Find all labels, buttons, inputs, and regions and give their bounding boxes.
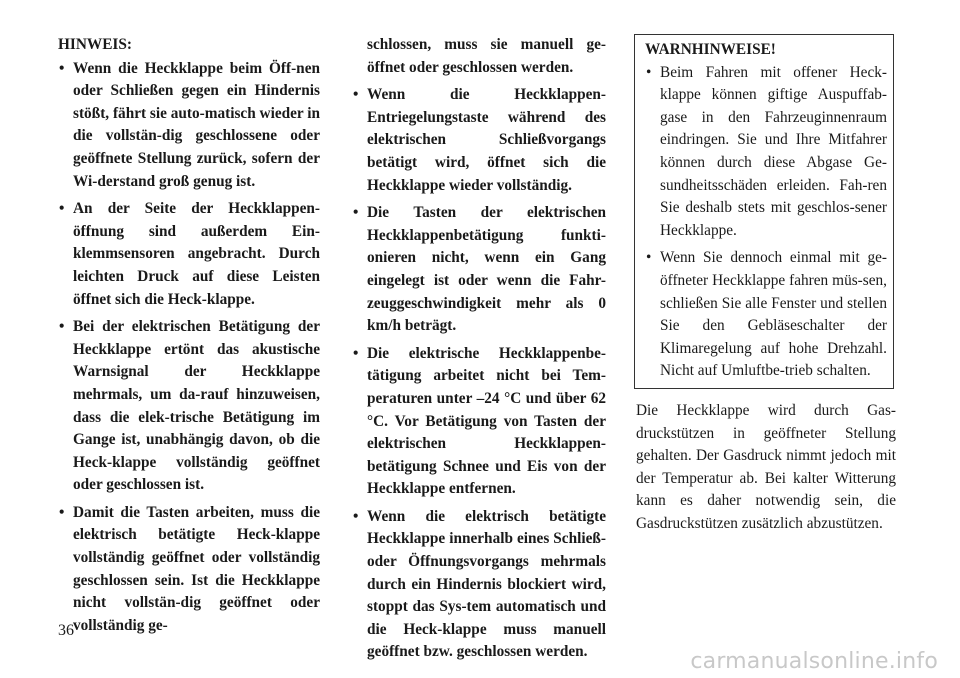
list-item-text: An der Seite der Heckklappen-öffnung sind außerdem Ein-klemmsensoren angebracht. Durch leichten Druck auf diese Leisten öffnet sich die Heck-klappe. <box>73 200 320 308</box>
column-2 <box>352 34 606 664</box>
list-item <box>58 502 320 638</box>
column-3 <box>636 34 896 551</box>
bullet-icon: • <box>353 507 359 525</box>
column-1 <box>58 34 320 637</box>
list-item-text: Wenn die elektrisch betätigte Heckklappe innerhalb eines Schließ- oder Öffnungsvorgangs mehrmals durch ein Hindernis blockiert wird, stoppt das Sys-tem automatisch und die Heck-klappe muss manuell geöffnet bzw. geschlossen werden. <box>367 507 606 661</box>
bullet-icon: • <box>353 344 359 362</box>
list-item-text: Die elektrische Heckklappenbe-tätigung arbeitet nicht bei Tem-peraturen unter –24 °C und über 62 °C. Vor Betätigung von Tasten der elektrischen Heckklappen-betätigung Schnee und Eis von der Heckklappe entfernen. <box>367 344 606 498</box>
list-item-text: Wenn Sie dennoch einmal mit ge-öffneter Heckklappe fahren müs-sen, schließen Sie alle Fenster und stellen Sie den Gebläseschalter der Klimaregelung auf hohe Drehzahl. Nicht auf Umluftbe-trieb schalten. <box>660 249 887 380</box>
bullet-icon: • <box>646 63 652 81</box>
warning-list <box>645 62 887 383</box>
list-item-text: Wenn die Heckklappe beim Öff-nen oder Schließen gegen ein Hindernis stößt, fährt sie auto-matisch wieder in die vollstän-dig geschlossene oder geöffnete Stellung zurück, sofern der Wi-derstand groß genug ist. <box>73 59 320 190</box>
bullet-icon: • <box>646 249 652 267</box>
list-item <box>58 58 320 194</box>
list-item <box>58 198 320 311</box>
bullet-icon: • <box>353 86 359 104</box>
page-number: 36 <box>58 622 74 639</box>
note-list-continued <box>352 34 606 664</box>
warning-title: WARNHINWEISE! <box>645 41 776 58</box>
warning-box <box>634 34 894 389</box>
list-item <box>58 316 320 497</box>
list-item-text: Beim Fahren mit offener Heck-klappe können giftige Auspuffab-gase in den Fahrzeuginnenraum eindringen. Sie und Ihre Mitfahrer können durch diese Abgase Ge-sundheitsschäden erleiden. Fah-ren Sie deshalb stets mit geschlos-sener Heckklappe. <box>660 63 887 239</box>
bullet-icon: • <box>59 318 65 336</box>
list-item <box>645 62 887 243</box>
list-item <box>352 506 606 664</box>
list-item-text: schlossen, muss sie manuell ge-öffnet oder geschlossen werden. <box>367 36 606 76</box>
list-item-text: Wenn die Heckklappen-Entriegelungstaste während des elektrischen Schließvorgangs betätigt wird, öffnet sich die Heckklappe wieder vollständig. <box>367 86 606 194</box>
list-item-continuation <box>352 34 606 79</box>
watermark: carmanualsonline.info <box>690 649 938 674</box>
note-list <box>58 58 320 638</box>
bullet-icon: • <box>59 59 65 77</box>
list-item <box>645 247 887 383</box>
list-item <box>352 343 606 501</box>
note-heading: HINWEIS: <box>58 36 132 53</box>
list-item-text: Die Tasten der elektrischen Heckklappenbetätigung funkti-onieren nicht, wenn ein Gang eingelegt ist oder wenn die Fahr-zeuggeschwindigkeit mehr als 0 km/h beträgt. <box>367 204 606 335</box>
list-item-text: Damit die Tasten arbeiten, muss die elektrisch betätigte Heck-klappe vollständig geöffnet oder vollständig geschlossen sein. Ist die Heckklappe nicht vollstän-dig geöffnet oder vollständig ge- <box>73 503 320 634</box>
list-item <box>352 84 606 197</box>
bullet-icon: • <box>59 503 65 521</box>
bullet-icon: • <box>59 200 65 218</box>
list-item <box>352 202 606 338</box>
gas-strut-paragraph: Die Heckklappe wird durch Gas-druckstützen in geöffneter Stellung gehalten. Der Gasdruck nimmt jedoch mit der Temperatur ab. Bei kalter Witterung kann es daher notwendig sein, die Gasdruckstützen zusätzlich abzustützen. <box>636 401 896 532</box>
bullet-icon: • <box>353 204 359 222</box>
list-item-text: Bei der elektrischen Betätigung der Heckklappe ertönt das akustische Warnsignal der Heckklappe mehrmals, um da-rauf hinzuweisen, dass die elek-trische Betätigung im Gange ist, unabhängig davon, ob die Heck-klappe vollständig geöffnet oder geschlossen ist. <box>73 318 320 494</box>
